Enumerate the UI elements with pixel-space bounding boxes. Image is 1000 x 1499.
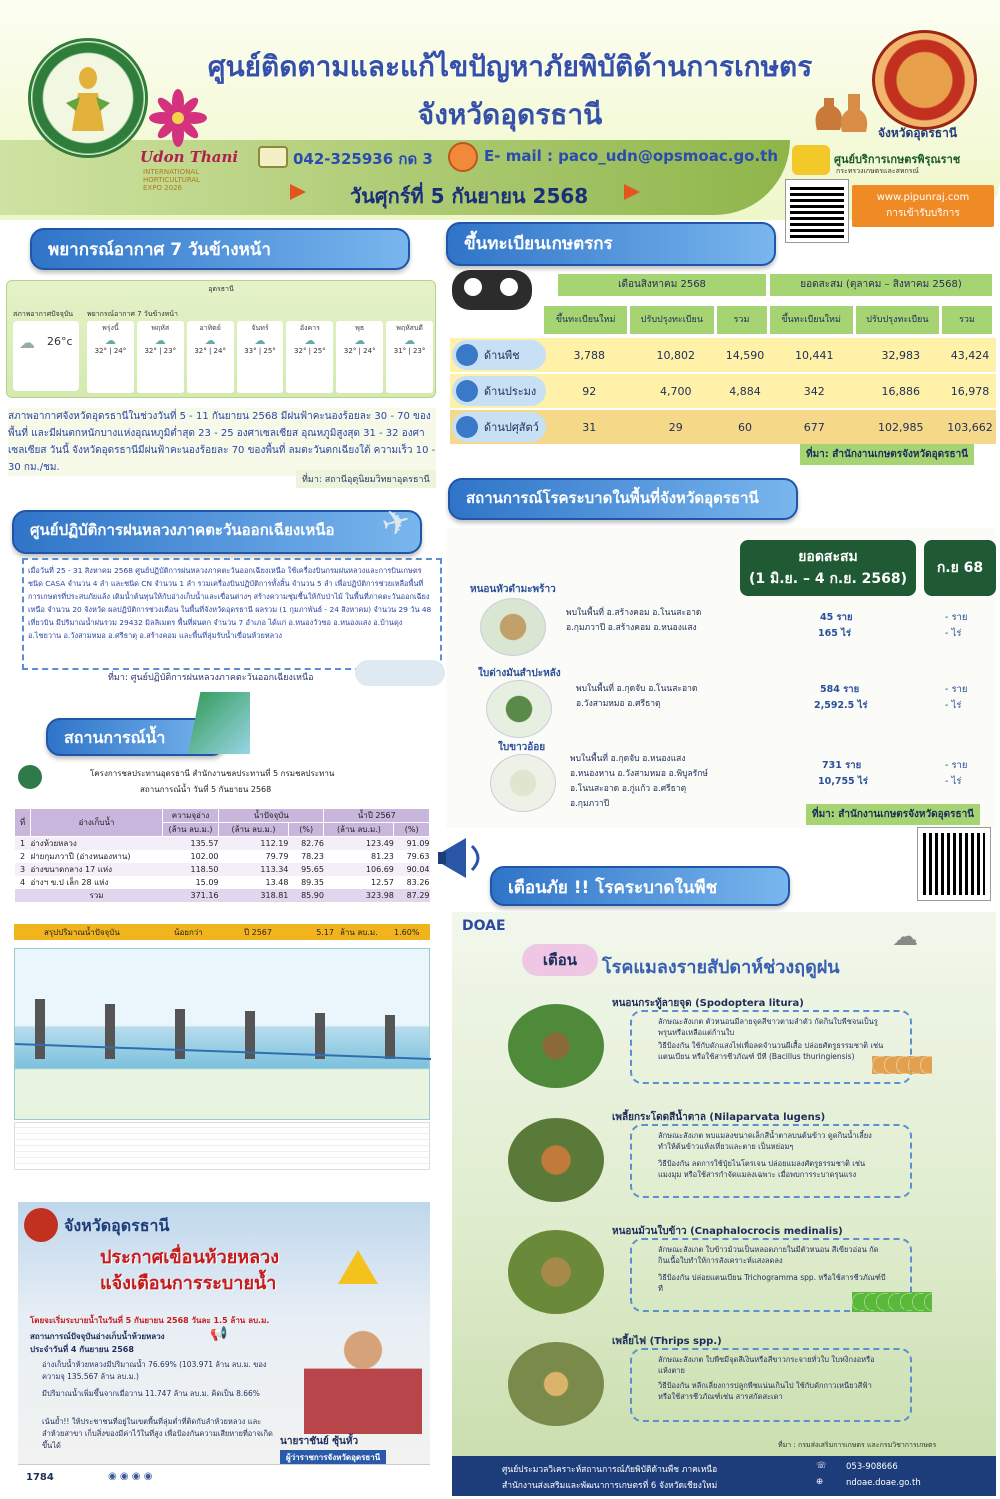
dam-notice-line5: มีปริมาณน้ำเพิ่มขึ้นจากเมื่อวาน 11.747 ล้าน ลบ.ม. คิดเป็น 8.66% [42,1389,260,1398]
table-cell: 3,788 [573,348,606,362]
date-label: วันศุกร์ที่ 5 กันยายน 2568 [350,184,589,208]
table-cell: 16,886 [881,384,921,398]
cloud-rain-icon: ☁ [104,334,116,347]
royal-rain-source: ที่มา: ศูนย์ปฏิบัติการฝนหลวงภาคตะวันออกเฉียงเหนือ [108,673,314,683]
expo-sub3: EXPO 2026 [143,184,182,192]
pest-bullet: ลักษณะสังเกต พบแมลงขนาดเล็กสีน้ำตาลบนต้นข้าว ดูดกินน้ำเลี้ยงทำให้ต้นข้าวแห้งเหี่ยวและตาย เป็นหย่อมๆ [658,1131,872,1151]
page-title: ศูนย์ติดตามและแก้ไขปัญหาภัยพิบัติด้านการเกษตร [207,50,813,83]
dam-icon [188,692,250,754]
water-summary-cmp: น้อยกว่า [174,927,203,937]
epi-cum-header-1: ยอดสะสม [798,549,858,565]
phone-icon [258,146,288,168]
weather-day-temp: 32° | 25° [294,347,326,355]
water-table [14,808,430,902]
pest-bullet: วิธีป้องกัน ปล่อยแตนเบียน Trichogramma spp. หรือใช้สารชีวภัณฑ์บีที [658,1273,886,1293]
table-cell: 16,978 [950,384,990,398]
epi-m2: - ไร่ [945,628,962,639]
dam-notice-panel [18,1202,430,1490]
table-cell: 4,700 [660,384,692,398]
pipunraj-url: www.pipunraj.com [876,192,970,203]
epi-m2: - ไร่ [945,776,962,787]
hotline-number[interactable]: 1784 [26,1472,54,1483]
epi-cum2: 165 ไร่ [818,628,852,639]
table-cell: 95.65 [301,865,324,874]
epi-item-area: พบในพื้นที่ อ.สร้างคอม อ.โนนสะอาด อ.กุมภวาปี อ.สร้างคอม อ.หนองแสง [566,608,702,633]
table-cell: 135.57 [190,839,219,848]
table-row [15,863,430,876]
expo-logo-text: Udon Thani [140,148,239,166]
table-row [15,837,430,851]
table-cell: ฝายกุมภวาปี (อ่างหนองหาน) [30,852,131,861]
table-cell: 43,424 [950,348,990,362]
epidemic-heading: สถานการณ์โรคระบาดในพื้นที่จังหวัดอุดรธานี [448,478,798,520]
table-header-row [15,809,430,823]
weather-day-card [137,321,184,393]
table-cell: 4,884 [729,384,761,398]
airplane-icon: ✈ [377,499,416,547]
cloud-rain-icon: ☁ [354,334,366,347]
dam-notice-line2: สถานการณ์ปัจจุบันอ่างเก็บน้ำห้วยหลวง [30,1332,165,1341]
dam-notice-title1: ประกาศเขื่อนห้วยหลวง [100,1247,280,1268]
table-cell: 106.69 [365,865,394,874]
table-cell: 81.23 [370,852,394,861]
mascot-icon [452,270,532,310]
table-total-row [15,889,430,902]
province-seal [872,30,977,130]
epi-cum1: 45 ราย [820,612,853,623]
dam-notice-line6: เน้นย้ำ!! ให้ประชาชนที่อยู่ในเขตพื้นที่ลุ่มต่ำที่ติดกับลำห้วยหลวง และลำห้วยสาขา เก็บสิ่งของมีค่าไว้ในที่สูง เพื่อป้องกันความเสียหายที่อาจเกิดขึ้นได้ [42,1417,273,1450]
epi-cum-header [740,540,916,596]
weather-day-temp: 32° | 24° [94,347,127,355]
weather-day-temp: 32° | 24° [343,347,376,355]
table-header: น้ำปัจจุบัน [219,809,324,823]
table-header: อ่างเก็บน้ำ [31,809,163,837]
epi-cum2: 2,592.5 ไร่ [814,700,868,711]
epi-item-name: หนอนหัวดำมะพร้าว [470,584,556,595]
pest-name: เพลี้ยกระโดดสีน้ำตาล (Nilaparvata lugens) [612,1112,826,1123]
weather-day-name: พฤหัส [151,324,170,332]
province-seal-small [24,1208,58,1242]
epi-m1: - ราย [945,684,968,695]
reg-row [450,338,996,372]
royal-rain-body: เมื่อวันที่ 25 - 31 สิงหาคม 2568 ศูนย์ปฏิบัติการฝนหลวงภาคตะวันออกเฉียงเหนือ ใช้เครื่องบินกรมฝนหลวงและการบินเกษตร ชนิด CASA จำนวน 4 ลำ และชนิด CN จำนวน 1 ลำ รวมเครื่องบินปฏิบัติการทั้งสิ้น จำนวน 5 ลำ เพื่อปฏิบัติการช่วยเหลือพื้นที่การเกษตรที่ประสบภัยแล้ง เติมน้ำต้นทุนให้กับอ่างเก็บน้ำและเขื่อนต่างๆ สร้างความชุ่มชื้นให้กับป่าไม้ ในพื้นที่ภาคตะวันออกเฉียงเหนือ จำนวน 20 จังหวัด ผลปฏิบัติการช่วงเดือน ในพื้นที่จังหวัดอุดรธานี ผลรวม (1 กุมภาพันธ์ - 24 สิงหาคม) จำนวน 29 วัน 48 เที่ยวบิน มีปริมาณน้ำฝนรวม 29432 มิลลิเมตร พื้นที่ฝนตก จำนวน 7 อำเภอ ได้แก่ อ.หนองวัวซอ อ.หนองแสง อ.บ้านดุง อ.ไชยวาน อ.วังสามหมอ อ.ศรีธาตุ อ.สร้างคอม และพื้นที่ลุ่มรับน้ำเขื่อนห้วยหลวง [22,558,442,670]
table-cell: อ่างห้วยหลวง [30,839,77,848]
dam-notice-footer [18,1464,430,1490]
water-org-line1: โครงการชลประทานอุดรธานี สำนักงานชลประทานที่ 5 กรมชลประทาน [90,769,335,778]
weather-day-card [87,321,134,393]
weather-day-name: อาทิตย์ [199,324,221,332]
caterpillar-icon [872,1056,932,1074]
epidemic-source: ที่มา: สำนักงานเกษตรจังหวัดอุดรธานี [806,804,980,825]
water-diagram-table [14,1122,430,1170]
doae-logo: DOAE [462,918,506,934]
table-cell: 60 [738,420,753,434]
table-cell: 118.50 [190,865,219,874]
epi-item-area: พบในพื้นที่ อ.กุดจับ อ.โนนสะอาด อ.วังสามหมอ อ.ศรีธาตุ [576,684,698,709]
table-cell: 10,441 [795,348,834,362]
page-subtitle: จังหวัดอุดรธานี [417,98,603,131]
pipunraj-logo [792,145,830,175]
dam-notice-line1: โดยจะเริ่มระบายน้ำในวันที่ 5 กันยายน 2568 วันละ 1.5 ล้าน ลบ.ม. [30,1316,270,1325]
pest-bullet: ลักษณะสังเกต ตัวหนอนมีลายจุดสีขาวตามลำตัว กัดกินใบพืชจนเป็นรูพรุนหรือเหลือแต่ก้านใบ [658,1017,878,1037]
table-cell: 85.90 [301,891,324,900]
epi-m2: - ไร่ [945,700,962,711]
pipunraj-title: ศูนย์บริการเกษตรพิรุณราช [834,153,961,166]
epi-cum1: 731 ราย [822,760,862,771]
table-cell: 342 [803,384,825,398]
water-summary-bar [14,924,430,940]
pest-photo [508,1342,604,1426]
expo-sub1: INTERNATIONAL [143,168,200,176]
dam-notice-title2: แจ้งเตือนการระบายน้ำ [100,1273,277,1294]
social-icons: ◉ ◉ ◉ ◉ [108,1471,153,1482]
table-cell: 123.49 [365,839,394,848]
dam-notice-line4: อ่างเก็บน้ำห้วยหลวงมีปริมาณน้ำ 76.69% (103.971 ล้าน ลบ.ม. ของความจุ 135.567 ล้าน ลบ.ม.) [42,1360,267,1381]
water-heading: สถานการณ์น้ำ [46,718,226,756]
table-cell: 79.63 [406,852,430,861]
weather-forecast-label: พยากรณ์อากาศ 7 วันข้างหน้า [87,310,178,318]
warning-web[interactable]: ndoae.doae.go.th [846,1478,921,1488]
pipunraj-qr[interactable] [786,180,848,242]
table-cell: 90.04 [406,865,430,874]
table-header: (ล้าน ลบ.ม.) [324,823,394,837]
rid-logo [18,765,42,789]
table-row [15,850,430,863]
table-cell: 112.19 [260,839,289,848]
table-cell: 78.23 [301,852,324,861]
table-cell: 103,662 [947,420,993,434]
dam-notice-line3: ประจำวันที่ 4 กันยายน 2568 [30,1345,134,1354]
epi-m1: - ราย [945,760,968,771]
table-row [15,876,430,889]
table-cell: 14,590 [725,348,765,362]
province-label: จังหวัดอุดรธานี [878,126,958,140]
table-cell: 318.81 [260,891,289,900]
warning-footer2: สำนักงานส่งเสริมและพัฒนาการเกษตรที่ 6 จังหวัดเชียงใหม่ [502,1481,718,1491]
dam-notice-province: จังหวัดอุดรธานี [64,1216,170,1235]
phone-number[interactable]: 042-325936 กด 3 [293,150,433,168]
cloud-rain-icon: ☁ [304,334,316,347]
table-cell: 677 [803,420,825,434]
governor-photo [304,1314,422,1434]
weather-day-name: พฤหัสบดี [396,324,423,332]
pest-photo [508,1230,604,1314]
reg-group2: ยอดสะสม (ตุลาคม – สิงหาคม 2568) [770,274,992,296]
warning-source: ที่มา : กรมส่งเสริมการเกษตร และกรมวิชาการเกษตร [778,1441,937,1449]
pest-bullet: ลักษณะสังเกต ใบพืชมีจุดสีเงินหรือสีขาวกระจายทั่วใบ ใบหงิกงอหรือแห้งตาย [658,1355,875,1375]
alert-badge: เตือน [522,944,598,976]
email-address[interactable]: E- mail : paco_udn@opsmoac.go.th [484,147,779,165]
flower-icon [148,88,208,148]
table-header: (ล้าน ลบ.ม.) [219,823,289,837]
warning-poster [452,912,996,1496]
goddess-icon [58,63,118,133]
weather-day-card [336,321,383,393]
table-header: น้ำปี 2567 [324,809,430,823]
water-org-line2: สถานการณ์น้ำ วันที่ 5 กันยายน 2568 [140,785,272,794]
water-summary-year: ปี 2567 [244,927,272,937]
fish-icon [456,380,478,402]
table-cell: 89.35 [301,878,324,887]
registration-heading: ขึ้นทะเบียนเกษตรกร [446,222,776,266]
phone-icon: ☏ [816,1461,827,1471]
weather-day-name: จันทร์ [251,324,269,332]
ministry-seal [28,38,148,158]
cloud-icon: ☁ [19,333,35,352]
weather-day-name: อังคาร [299,324,320,332]
table-cell: 102,985 [878,420,924,434]
table-cell: 323.98 [365,891,394,900]
table-cell: 2 [19,852,26,861]
weather-heading: พยากรณ์อากาศ 7 วันข้างหน้า [30,228,410,270]
pest-name: หนอนกระทู้ลายจุด (Spodoptera litura) [612,998,804,1009]
reg-col: รวม [717,306,767,334]
table-cell: 31 [582,420,597,434]
pest-bullet: ลักษณะสังเกต ใบข้าวม้วนเป็นหลอดภายในมีตัวหนอน สีเขียวอ่อน กัดกินเนื้อใบทำให้การสังเคราะห์แสงลดลง [658,1245,879,1265]
reg-row-name: ด้านพืช [484,349,520,362]
table-cell: 4 [19,878,26,887]
weather-day-temp: 32° | 24° [194,347,226,355]
warning-poster-title: โรคแมลงรายสัปดาห์ช่วงฤดูฝน [602,957,840,978]
weather-day-card [286,321,333,393]
caterpillar-photo [480,598,546,656]
megaphone-big-icon [436,828,496,888]
globe-icon: ⊕ [816,1477,824,1487]
pest-bullet: วิธีป้องกัน หลีกเลี่ยงการปลูกพืชแน่นเกินไป ใช้กับดักกาวเหนียวสีฟ้า หรือใช้สารชีวภัณฑ์เช่น สารสกัดสะเดา [658,1381,872,1401]
arrow-left-icon [290,184,306,200]
table-cell: 102.00 [190,852,219,861]
table-cell: 91.09 [406,839,430,848]
warning-phone[interactable]: 053-908666 [846,1462,898,1472]
cloud-rain-icon: ☁ [254,334,266,347]
reg-col: ขึ้นทะเบียนใหม่ [544,306,627,334]
weather-day-temp: 32° | 23° [144,347,177,355]
table-cell: 29 [668,420,683,434]
table-cell: 79.79 [265,852,289,861]
reg-row-name: ด้านปศุสัตว์ [484,421,539,434]
reg-row-name: ด้านประมง [484,385,537,398]
epi-m1: - ราย [945,612,968,623]
table-cell: 12.57 [370,878,394,887]
registration-source: ที่มา: สำนักงานเกษตรจังหวัดอุดรธานี [800,444,974,465]
table-cell: 10,802 [656,348,696,362]
weather-day-name: พุธ [355,324,365,332]
expo-sub2: HORTICULTURAL [143,176,201,184]
warning-footer [452,1456,996,1496]
pest-photo [508,1004,604,1088]
table-cell: 83.26 [406,878,430,887]
epi-month-header: ก.ย 68 [924,540,996,596]
warning-footer1: ศูนย์ประมวลวิเคราะห์สถานการณ์ภัยพิบัติด้านพืช ภาคเหนือ [502,1465,718,1475]
royal-rain-heading: ศูนย์ปฏิบัติการฝนหลวงภาคตะวันออกเฉียงเหนือ [12,510,422,554]
table-cell: 82.76 [301,839,324,848]
epi-cum2: 10,755 ไร่ [818,776,868,787]
reg-col: ขึ้นทะเบียนใหม่ [770,306,853,334]
reg-row [450,374,996,408]
dam-notice-person-title: ผู้ว่าราชการจังหวัดอุดรธานี [280,1450,386,1465]
megaphone-icon: 📢 [210,1326,228,1342]
water-summary-label: สรุปปริมาณน้ำปัจจุบัน [44,927,120,937]
water-summary-pct: 1.60% [394,927,420,937]
weather-day-card [237,321,284,393]
reg-col-row [544,306,992,334]
table-cell: 87.29 [406,891,430,900]
arrow-right-icon [624,184,640,200]
reg-col: รวม [942,306,992,334]
epi-item-area: พบในพื้นที่ อ.กุดจับ อ.หนองแสง อ.หนองหาน อ.วังสามหมอ อ.พิบูลรักษ์ อ.โนนสะอาด อ.กู่แก้ว อ.ศรีธาตุ อ.กุมภวาปี [570,754,709,809]
email-icon [448,142,478,172]
weather-widget-title: อุดรธานี [208,285,234,293]
rain-cloud-icon: ☁ [892,922,918,952]
table-cell: 13.48 [265,878,289,887]
table-header: (ล้าน ลบ.ม.) [163,823,219,837]
water-diagram [14,948,430,1120]
pest-bullet: วิธีป้องกัน ลดการใช้ปุ๋ยไนโตรเจน ปล่อยแมลงศัตรูธรรมชาติ เช่น แมงมุม หรือใช้สารกำจัดแมลงเฉพาะ เมื่อพบการระบาดรุนแรง [658,1159,866,1179]
pest-photo [508,1118,604,1202]
table-cell: อ่างฯ ข.ป เล็ก 28 แห่ง [30,878,109,887]
reg-col: ปรับปรุงทะเบียน [856,306,939,334]
weather-day-temp: 31° | 23° [393,347,426,355]
table-cell: 32,983 [881,348,921,362]
table-cell: 3 [19,865,26,874]
table-cell: รวม [89,891,104,900]
table-cell: 92 [582,384,597,398]
cassava-photo [486,680,552,738]
table-cell: 371.16 [190,891,219,900]
reg-row [450,410,996,444]
cloud-decoration [355,660,445,686]
weather-day-temp: 33° | 25° [244,347,276,355]
weather-now-label: สภาพอากาศปัจจุบัน [13,310,74,318]
warning-heading: เตือนภัย !! โรคระบาดในพืช [490,866,790,906]
water-table-wrap [14,808,430,902]
weather-widget [6,280,436,398]
reg-row-label [452,412,546,442]
weather-day-card [386,321,433,393]
pottery-icon [812,90,872,135]
livestock-icon [456,416,478,438]
flower-logo [148,88,208,148]
cloud-rain-icon: ☁ [154,334,166,347]
pipunraj-url-button[interactable] [852,185,994,227]
weather-day-name: พรุ่งนี้ [102,324,119,332]
epi-cum-header-2: (1 มิ.ย. – 4 ก.ย. 2568) [749,571,907,587]
water-summary-unit: ล้าน ลบ.ม. [340,927,378,937]
table-cell: 1 [19,839,26,848]
epi-item-name: ใบขาวอ้อย [498,742,546,753]
qr-code[interactable] [918,828,990,900]
epi-item-name: ใบด่างมันสำปะหลัง [478,668,561,679]
pest-bullet: วิธีป้องกัน ใช้กับดักแสงไฟเพื่อลดจำนวนผีเสื้อ ปล่อยศัตรูธรรมชาติ เช่น แตนเบียน หรือใช้สารชีวภัณฑ์ บีที (Bacillus thuringiensis) [658,1041,884,1061]
cloud-rain-icon: ☁ [204,334,216,347]
weather-now-temp: 26°c [47,335,73,348]
reg-row-label [452,340,546,370]
weather-days [87,321,433,393]
pipunraj-sub: กระทรวงเกษตรและสหกรณ์ [836,167,919,175]
reg-row-label [452,376,546,406]
table-header: ที่ [15,809,31,837]
weather-summary: สภาพอากาศจังหวัดอุดรธานีในช่วงวันที่ 5 - 11 กันยายน 2568 มีฝนฟ้าคะนองร้อยละ 30 - 70 ของพื้นที่ และมีฝนตกหนักบางแห่งอุณหภูมิต่ำสุด 23 - 25 องศาเซลเซียส อุณหภูมิสูงสุด 31 - 32 องศาเซลเซียส วันนี้ จังหวัดอุดรธานีมีฝนฟ้าคะนองร้อยละ 70 ของพื้นที่ ลมตะวันตกเฉียงใต้ ความเร็ว 10 - 30 กม./ชม. [8,408,436,476]
table-cell: 15.09 [195,878,219,887]
table-cell: อ่างขนาดกลาง 17 แห่ง [30,865,113,874]
sugarcane-photo [490,754,556,812]
dam-diagram-svg [15,949,431,1121]
cloud-rain-icon: ☁ [404,334,416,347]
green-caterpillar-icon [852,1292,932,1312]
table-header: (%) [394,823,430,837]
weather-source: ที่มา: สถานีอุตุนิยมวิทยาอุดรธานี [296,470,436,488]
water-summary-val: 5.17 [316,927,334,937]
warning-triangle-icon [338,1250,378,1284]
pipunraj-service: การเข้ารับบริการ [886,208,960,219]
weather-now-card [13,321,79,391]
dam-notice-person: นายราชันย์ ซุ้นหั้ว [280,1436,359,1447]
pest-name: หนอนม้วนใบข้าว (Cnaphalocrocis medinalis) [612,1226,843,1237]
plant-icon [456,344,478,366]
pest-name: เพลี้ยไฟ (Thrips spp.) [612,1336,722,1347]
weather-day-card [187,321,234,393]
table-header: ความจุอ่าง [163,809,219,823]
reg-col: ปรับปรุงทะเบียน [630,306,713,334]
table-header: (%) [288,823,324,837]
table-cell: 113.34 [260,865,289,874]
epi-cum1: 584 ราย [820,684,860,695]
reg-group1: เดือนสิงหาคม 2568 [558,274,766,296]
